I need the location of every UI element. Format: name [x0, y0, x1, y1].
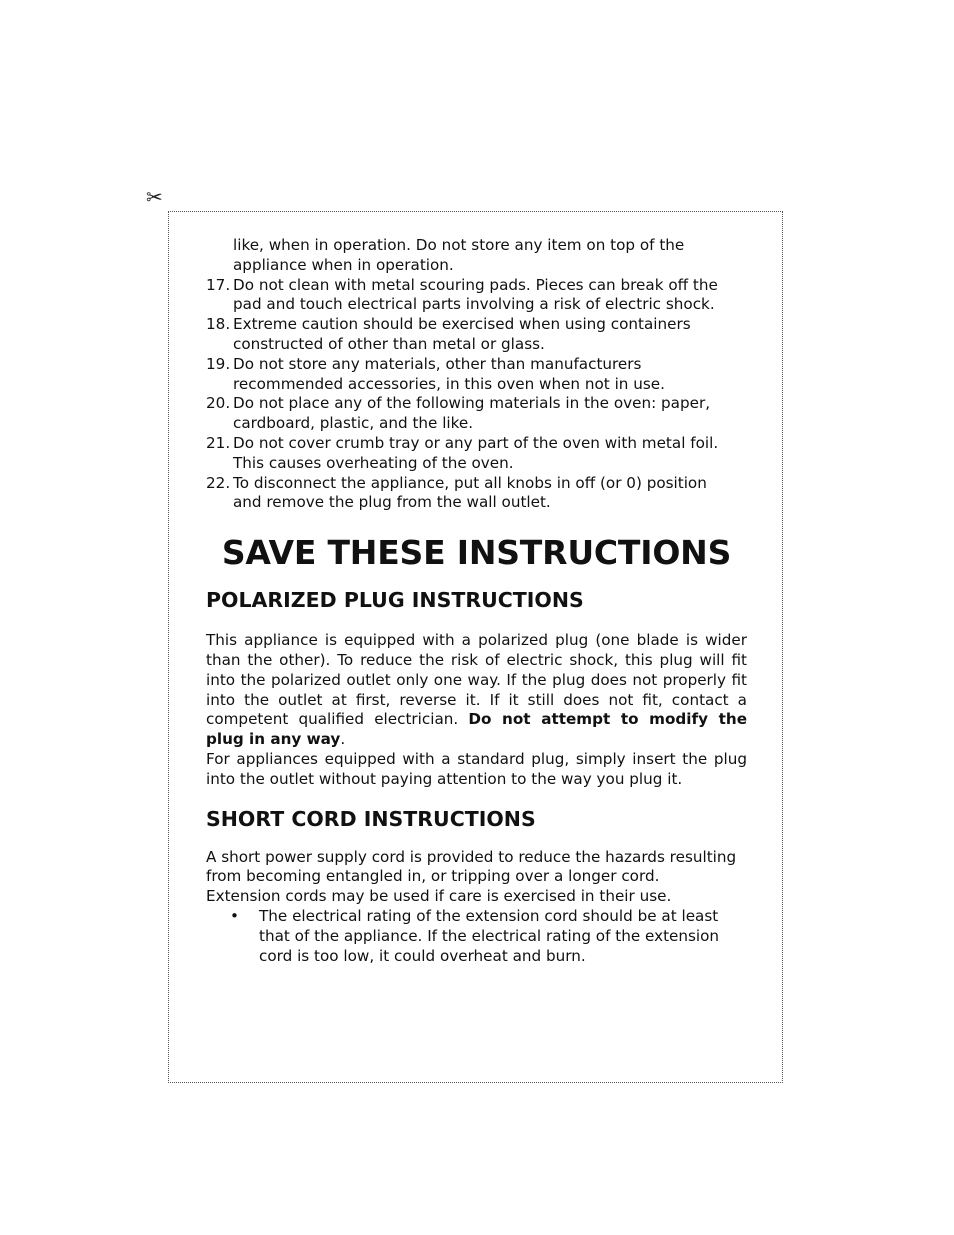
page-content — [206, 236, 747, 966]
list-item-text — [233, 355, 747, 395]
list-item-text — [233, 276, 747, 316]
instruction-list — [206, 236, 747, 513]
list-item-text — [233, 394, 747, 434]
list-item-number: 19. — [206, 354, 231, 373]
list-item-text — [233, 474, 747, 514]
standard-plug-paragraph: For appliances equipped with a standard plug, simply insert the plug into the outlet without paying attention to the way you plug it. — [206, 749, 747, 788]
list-item-18 — [206, 315, 747, 355]
list-item-22 — [206, 474, 747, 514]
list-item-line: pad and touch electrical parts involving a risk of electric shock. — [233, 295, 715, 314]
list-item-19 — [206, 355, 747, 395]
list-item-line: Do not store any materials, other than manufacturers — [233, 354, 642, 373]
list-item-17 — [206, 276, 747, 316]
short-cord-line: A short power supply cord is provided to reduce the hazards resulting — [206, 847, 737, 866]
list-item-line: Do not place any of the following materials in the oven: paper, — [233, 394, 711, 413]
list-item-21 — [206, 434, 747, 474]
list-item-line: Extreme caution should be exercised when using containers — [233, 315, 691, 334]
extension-cord-bullet — [206, 907, 747, 966]
list-item-line: recommended accessories, in this oven when not in use. — [233, 374, 665, 393]
polarized-plug-heading: POLARIZED PLUG INSTRUCTIONS — [206, 588, 584, 613]
polarized-plug-period: . — [340, 730, 346, 749]
polarized-plug-warning: Do not attempt to modify the plug in any way — [206, 710, 748, 749]
list-item-line: constructed of other than metal or glass. — [233, 334, 545, 353]
list-item-line: Do not cover crumb tray or any part of the oven with metal foil. — [233, 433, 719, 452]
scissors-icon: ✂ — [146, 185, 163, 209]
short-cord-paragraph — [206, 848, 747, 907]
polarized-plug-text: This appliance is equipped with a polarized plug (one blade is wider than the other). To reduce the risk of electric shock, this plug will fit into the polarized outlet only one way. If the plug does not properly fit into the outlet at first, reverse it. If it still does not fit, contact a competent qualified electrician. — [206, 631, 747, 729]
list-item-line: and remove the plug from the wall outlet. — [233, 493, 551, 512]
polarized-plug-paragraph — [206, 631, 747, 750]
short-cord-heading: SHORT CORD INSTRUCTIONS — [206, 806, 536, 831]
bullet-icon: • — [230, 906, 239, 925]
list-item-number: 22. — [206, 473, 231, 492]
list-item-text — [233, 315, 747, 355]
list-item-number: 21. — [206, 433, 231, 452]
list-item-line: Do not clean with metal scouring pads. Pieces can break off the — [233, 275, 718, 294]
short-cord-line: Extension cords may be used if care is exercised in their use. — [206, 887, 672, 906]
list-item-text — [233, 434, 747, 474]
list-item-number: 18. — [206, 315, 231, 334]
save-instructions-title: SAVE THESE INSTRUCTIONS — [221, 533, 732, 573]
list-continuation-line: appliance when in operation. — [233, 255, 454, 274]
short-cord-line: from becoming entangled in, or tripping over a longer cord. — [206, 867, 660, 886]
list-item-number: 17. — [206, 275, 231, 294]
list-continuation-line: like, when in operation. Do not store any item on top of the — [233, 236, 685, 254]
list-item-20 — [206, 394, 747, 434]
list-item-line: To disconnect the appliance, put all knobs in off (or 0) position — [233, 473, 707, 492]
list-item-number: 20. — [206, 394, 231, 413]
list-item-line: cardboard, plastic, and the like. — [233, 414, 474, 433]
bullet-text: The electrical rating of the extension cord should be at least that of the appliance. If the electrical rating of the extension cord is too low, it could overheat and burn. — [259, 906, 720, 965]
list-item-line: This causes overheating of the oven. — [233, 453, 514, 472]
